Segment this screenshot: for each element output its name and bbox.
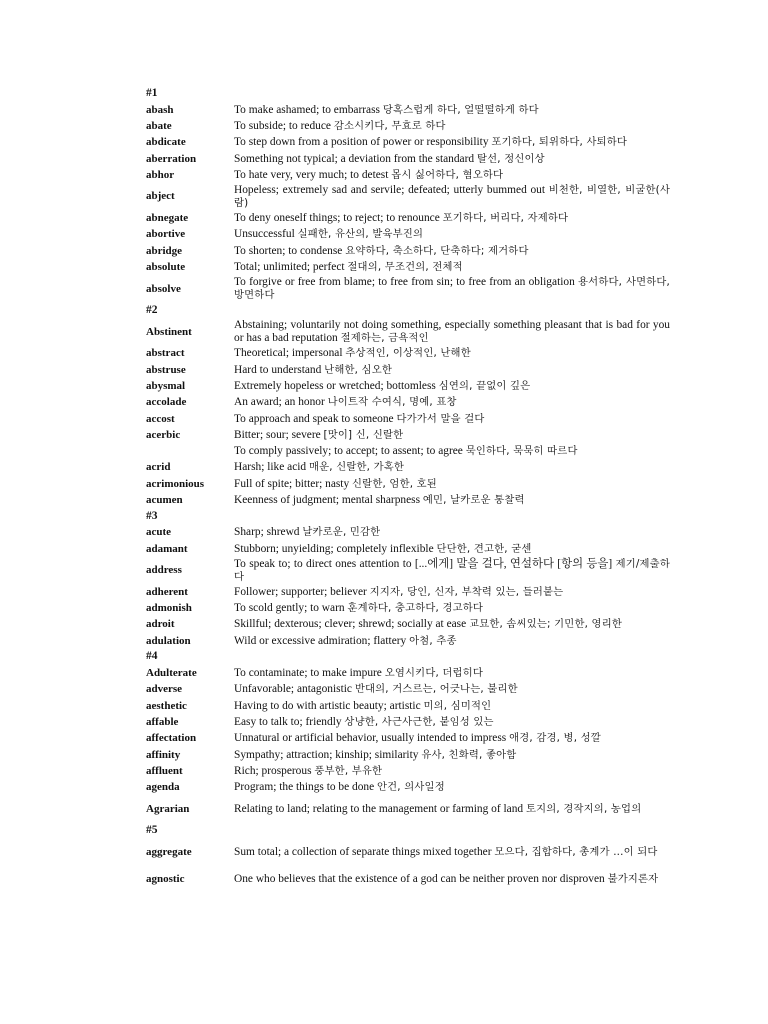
vocab-word: adroit (146, 618, 175, 631)
vocab-word: agnostic (146, 872, 185, 885)
vocab-word: Abstinent (146, 325, 192, 338)
vocab-definition (234, 586, 670, 599)
english-definition: Follower; supporter; believer (234, 585, 367, 598)
vocab-word: adulation (146, 634, 191, 647)
korean-definition: 나이트작 수여식, 명예, 표창 (327, 396, 457, 409)
korean-definition: 절대의, 무조건의, 전체적 (347, 261, 463, 274)
vocab-entry (146, 780, 670, 796)
korean-definition: 불가지론자 (607, 872, 659, 885)
vocab-word: aberration (146, 152, 197, 165)
vocab-word: abash (146, 103, 174, 116)
section-heading: #5 (146, 823, 158, 836)
vocab-word: abortive (146, 228, 186, 241)
vocab-definition (234, 413, 670, 426)
vocab-definition (234, 380, 670, 393)
korean-definition: 아첨, 추종 (409, 634, 457, 647)
vocab-word: affectation (146, 732, 197, 745)
vocab-word: Adulterate (146, 667, 197, 680)
vocab-entry (146, 102, 670, 118)
vocab-definition (234, 846, 670, 859)
vocab-definition (234, 494, 670, 507)
vocab-entry (146, 747, 670, 763)
vocab-definition (234, 683, 670, 696)
vocabulary-document (146, 86, 670, 893)
english-definition: Relating to land; relating to the management or farming of land (234, 802, 524, 815)
korean-definition: 애경, 감경, 병, 성깔 (509, 732, 601, 745)
vocab-entry (146, 411, 670, 427)
korean-definition: 토지의, 경작지의, 농업의 (525, 802, 642, 815)
vocab-entry (146, 378, 670, 394)
korean-definition: 심연의, 끝없이 깊은 (438, 379, 531, 392)
vocab-entry (146, 135, 670, 151)
korean-definition: 교묘한, 솜씨있는; 기민한, 영리한 (469, 618, 622, 631)
vocab-definition (234, 873, 670, 886)
english-definition: Sympathy; attraction; kinship; similarity (234, 748, 419, 761)
vocab-word: acumen (146, 493, 183, 506)
english-definition: Unnatural or artificial behavior, usually intended to impress (234, 732, 507, 745)
vocab-entry (146, 839, 670, 866)
english-definition: To comply passively; to accept; to assent; to agree (234, 445, 463, 458)
vocab-entry (146, 633, 670, 649)
english-definition: An award; an honor (234, 396, 325, 409)
vocab-word: abridge (146, 244, 183, 257)
english-definition: Full of spite; bitter; nasty (234, 477, 350, 490)
korean-definition: 실패한, 유산의, 발육부진의 (297, 228, 424, 241)
korean-definition: [맛이] 신, 신랄한 (323, 428, 404, 441)
korean-definition: 신랄한, 엄한, 호된 (352, 477, 437, 490)
vocab-entry (146, 557, 670, 584)
korean-definition: 절제하는, 금욕적인 (340, 332, 429, 345)
korean-definition: 상냥한, 사근사근한, 붙임성 있는 (344, 715, 494, 728)
korean-definition: 매운, 신랄한, 가혹한 (308, 461, 405, 474)
korean-definition: 묵인하다, 묵묵히 따르다 (465, 445, 578, 458)
vocab-entry (146, 243, 670, 259)
vocab-word: affable (146, 715, 179, 728)
vocab-entry (146, 362, 670, 378)
english-definition: Total; unlimited; perfect (234, 261, 345, 274)
vocab-entry (146, 665, 670, 681)
vocab-word: absolve (146, 282, 181, 295)
vocab-definition (234, 461, 670, 474)
vocab-definition (234, 104, 670, 117)
korean-definition: 미의, 심미적인 (423, 699, 492, 712)
vocab-entry (146, 584, 670, 600)
vocab-definition (234, 169, 670, 182)
vocab-definition (234, 635, 670, 648)
english-definition: Abstaining; voluntarily not doing something, especially something pleasant that is bad for you or has a bad reputation (234, 319, 670, 345)
vocab-definition (234, 364, 670, 377)
korean-definition: 난해한, 심오한 (324, 363, 392, 376)
vocab-definition (234, 478, 670, 491)
vocab-definition (234, 261, 670, 274)
vocab-definition (234, 765, 670, 778)
english-definition: To scold gently; to warn (234, 602, 345, 615)
vocab-definition (234, 347, 670, 360)
vocab-word: address (146, 564, 182, 577)
vocab-entry (146, 866, 670, 893)
vocab-entry (146, 731, 670, 747)
english-definition: To subside; to reduce (234, 119, 331, 132)
vocab-word: acrimonious (146, 477, 205, 490)
korean-definition: 훈계하다, 충고하다, 경고하다 (347, 602, 484, 615)
english-definition: Sharp; shrewd (234, 526, 300, 539)
vocab-definition (234, 602, 670, 615)
vocab-entry (146, 276, 670, 303)
english-definition: Program; the things to be done (234, 781, 375, 794)
korean-definition: 지지자, 당인, 신자, 부착력 있는, 들러붙는 (369, 585, 564, 598)
english-definition: To hate very, very much; to detest (234, 168, 389, 181)
english-definition: One who believes that the existence of a god can be neither proven nor disproven (234, 872, 605, 885)
english-definition: Stubborn; unyielding; completely inflexible (234, 542, 434, 555)
english-definition: To make ashamed; to embarrass (234, 103, 380, 116)
vocab-word: acrid (146, 461, 171, 474)
vocab-definition (234, 700, 670, 713)
vocab-definition (234, 245, 670, 258)
vocab-entry (146, 541, 670, 557)
vocab-word: aggregate (146, 845, 192, 858)
vocab-definition (234, 618, 670, 631)
vocab-entry (146, 460, 670, 476)
vocab-entry (146, 682, 670, 698)
vocab-word: aesthetic (146, 699, 187, 712)
korean-definition: 날카로운, 민감한 (302, 526, 381, 539)
korean-definition: 요약하다, 축소하다, 단축하다; 제거하다 (345, 244, 529, 257)
vocab-entry (146, 492, 670, 508)
vocab-word: abnegate (146, 212, 189, 225)
vocab-definition (234, 749, 670, 762)
english-definition: Harsh; like acid (234, 461, 307, 474)
korean-definition: 단단한, 견고한, 굳센 (436, 542, 532, 555)
vocab-entry (146, 395, 670, 411)
vocab-word: adherent (146, 585, 188, 598)
english-definition: Having to do with artistic beauty; artistic (234, 699, 421, 712)
vocab-entry (146, 259, 670, 275)
korean-definition: 안건, 의사일정 (377, 781, 445, 794)
english-definition: Keenness of judgment; mental sharpness (234, 493, 421, 506)
english-definition: To shorten; to condense (234, 244, 343, 257)
vocab-word: Agrarian (146, 802, 190, 815)
vocab-word: accost (146, 412, 175, 425)
vocab-definition (234, 732, 670, 745)
vocab-definition (234, 803, 670, 816)
english-definition: Theoretical; impersonal (234, 347, 343, 360)
vocab-definition (234, 716, 670, 729)
vocab-entry (146, 151, 670, 167)
english-definition: Sum total; a collection of separate things mixed together (234, 845, 492, 858)
korean-definition: 몹시 싫어하다, 혐오하다 (391, 168, 504, 181)
vocab-definition (234, 526, 670, 539)
vocab-definition (234, 543, 670, 556)
english-definition: Unsuccessful (234, 228, 295, 241)
vocab-word: affinity (146, 748, 181, 761)
english-definition: Extremely hopeless or wretched; bottomless (234, 379, 436, 392)
english-definition: To deny oneself things; to reject; to renounce (234, 212, 440, 225)
korean-definition: 감소시키다, 무효로 하다 (333, 119, 446, 132)
vocab-entry (146, 617, 670, 633)
vocab-definition (234, 396, 670, 409)
vocab-word: abstruse (146, 363, 186, 376)
section-heading: #4 (146, 650, 158, 663)
vocab-word: accolade (146, 396, 187, 409)
korean-definition: 제기/제출하다 (234, 557, 670, 583)
vocab-entry (146, 763, 670, 779)
vocab-entry (146, 210, 670, 226)
vocab-definition (234, 667, 670, 680)
vocab-definition (234, 781, 670, 794)
vocab-entry (146, 167, 670, 183)
section-heading: #3 (146, 509, 158, 522)
vocab-entry (146, 319, 670, 346)
vocab-entry (146, 698, 670, 714)
vocab-entry (146, 601, 670, 617)
vocab-definition (234, 319, 670, 345)
vocab-word: abstract (146, 347, 185, 360)
korean-definition: 다가가서 말을 걸다 (396, 412, 485, 425)
vocab-word: admonish (146, 602, 192, 615)
english-definition: Hopeless; extremely sad and servile; defeated; utterly bummed out (234, 183, 546, 196)
vocab-word: abate (146, 119, 172, 132)
vocab-word: adverse (146, 683, 183, 696)
vocab-entry (146, 118, 670, 134)
vocab-word: agenda (146, 781, 180, 794)
korean-definition: 추상적인, 이상적인, 난해한 (345, 347, 471, 360)
korean-definition: 예민, 날카로운 통찰력 (422, 493, 525, 506)
english-definition: Unfavorable; antagonistic (234, 683, 352, 696)
vocab-definition (234, 153, 670, 166)
korean-definition: 오염시키다, 더럽히다 (384, 667, 484, 680)
english-definition: Easy to talk to; friendly (234, 715, 342, 728)
vocab-word: affluent (146, 764, 183, 777)
vocab-definition (234, 228, 670, 241)
vocab-definition (234, 184, 670, 210)
vocab-entry (146, 525, 670, 541)
vocab-entry (146, 346, 670, 362)
english-definition: To contaminate; to make impure (234, 667, 382, 680)
korean-definition: 반대의, 거스르는, 어긋나는, 불리한 (354, 683, 518, 696)
korean-definition: 풍부한, 부유한 (314, 764, 383, 777)
section-heading: #1 (146, 87, 158, 99)
vocab-definition (234, 558, 670, 584)
vocab-definition (234, 120, 670, 133)
vocab-definition (234, 212, 670, 225)
vocab-entry (146, 714, 670, 730)
vocab-definition (234, 276, 670, 302)
english-definition: Skillful; dexterous; clever; shrewd; socially at ease (234, 618, 467, 631)
vocab-word: absolute (146, 261, 186, 274)
korean-definition: 포기하다, 퇴위하다, 사퇴하다 (491, 136, 628, 149)
english-definition: To forgive or free from blame; to free from sin; to free from an obligation (234, 276, 575, 289)
vocab-definition (234, 136, 670, 149)
vocab-entry (146, 443, 670, 459)
vocab-entry (146, 796, 670, 823)
vocab-entry (146, 227, 670, 243)
vocab-word: abject (146, 190, 175, 203)
korean-definition: 유사, 친화력, 좋아함 (421, 748, 517, 761)
vocab-word: acute (146, 526, 172, 539)
vocab-word: acerbic (146, 428, 181, 441)
english-definition: Rich; prosperous (234, 764, 312, 777)
english-definition: To approach and speak to someone (234, 412, 394, 425)
english-definition: To speak to; to direct ones attention to [...에게] 말을 걸다, 연설하다 [항의 등을] (234, 557, 613, 570)
vocab-word: adamant (146, 542, 188, 555)
vocab-word: abysmal (146, 379, 186, 392)
english-definition: Something not typical; a deviation from the standard (234, 152, 475, 165)
vocab-entry (146, 476, 670, 492)
vocab-definition (234, 445, 670, 458)
english-definition: Hard to understand (234, 363, 322, 376)
vocab-entry (146, 427, 670, 443)
vocab-definition (234, 429, 670, 442)
korean-definition: 비천한, 비열한, 비굴한(사람) (234, 183, 670, 209)
korean-definition: 포기하다, 버리다, 자제하다 (442, 212, 569, 225)
vocab-entry (146, 183, 670, 210)
english-definition: To step down from a position of power or responsibility (234, 136, 489, 149)
english-definition: Bitter; sour; severe (234, 428, 321, 441)
vocab-word: abdicate (146, 136, 186, 149)
english-definition: Wild or excessive admiration; flattery (234, 634, 407, 647)
korean-definition: 모으다, 집합하다, 총계가 ...이 되다 (494, 845, 658, 858)
section-heading: #2 (146, 303, 158, 316)
korean-definition: 탈선, 정신이상 (476, 152, 545, 165)
korean-definition: 당혹스럽게 하다, 얼떨떨하게 하다 (382, 103, 539, 116)
korean-definition: 용서하다, 사면하다, 방면하다 (234, 276, 670, 302)
vocab-word: abhor (146, 168, 175, 181)
